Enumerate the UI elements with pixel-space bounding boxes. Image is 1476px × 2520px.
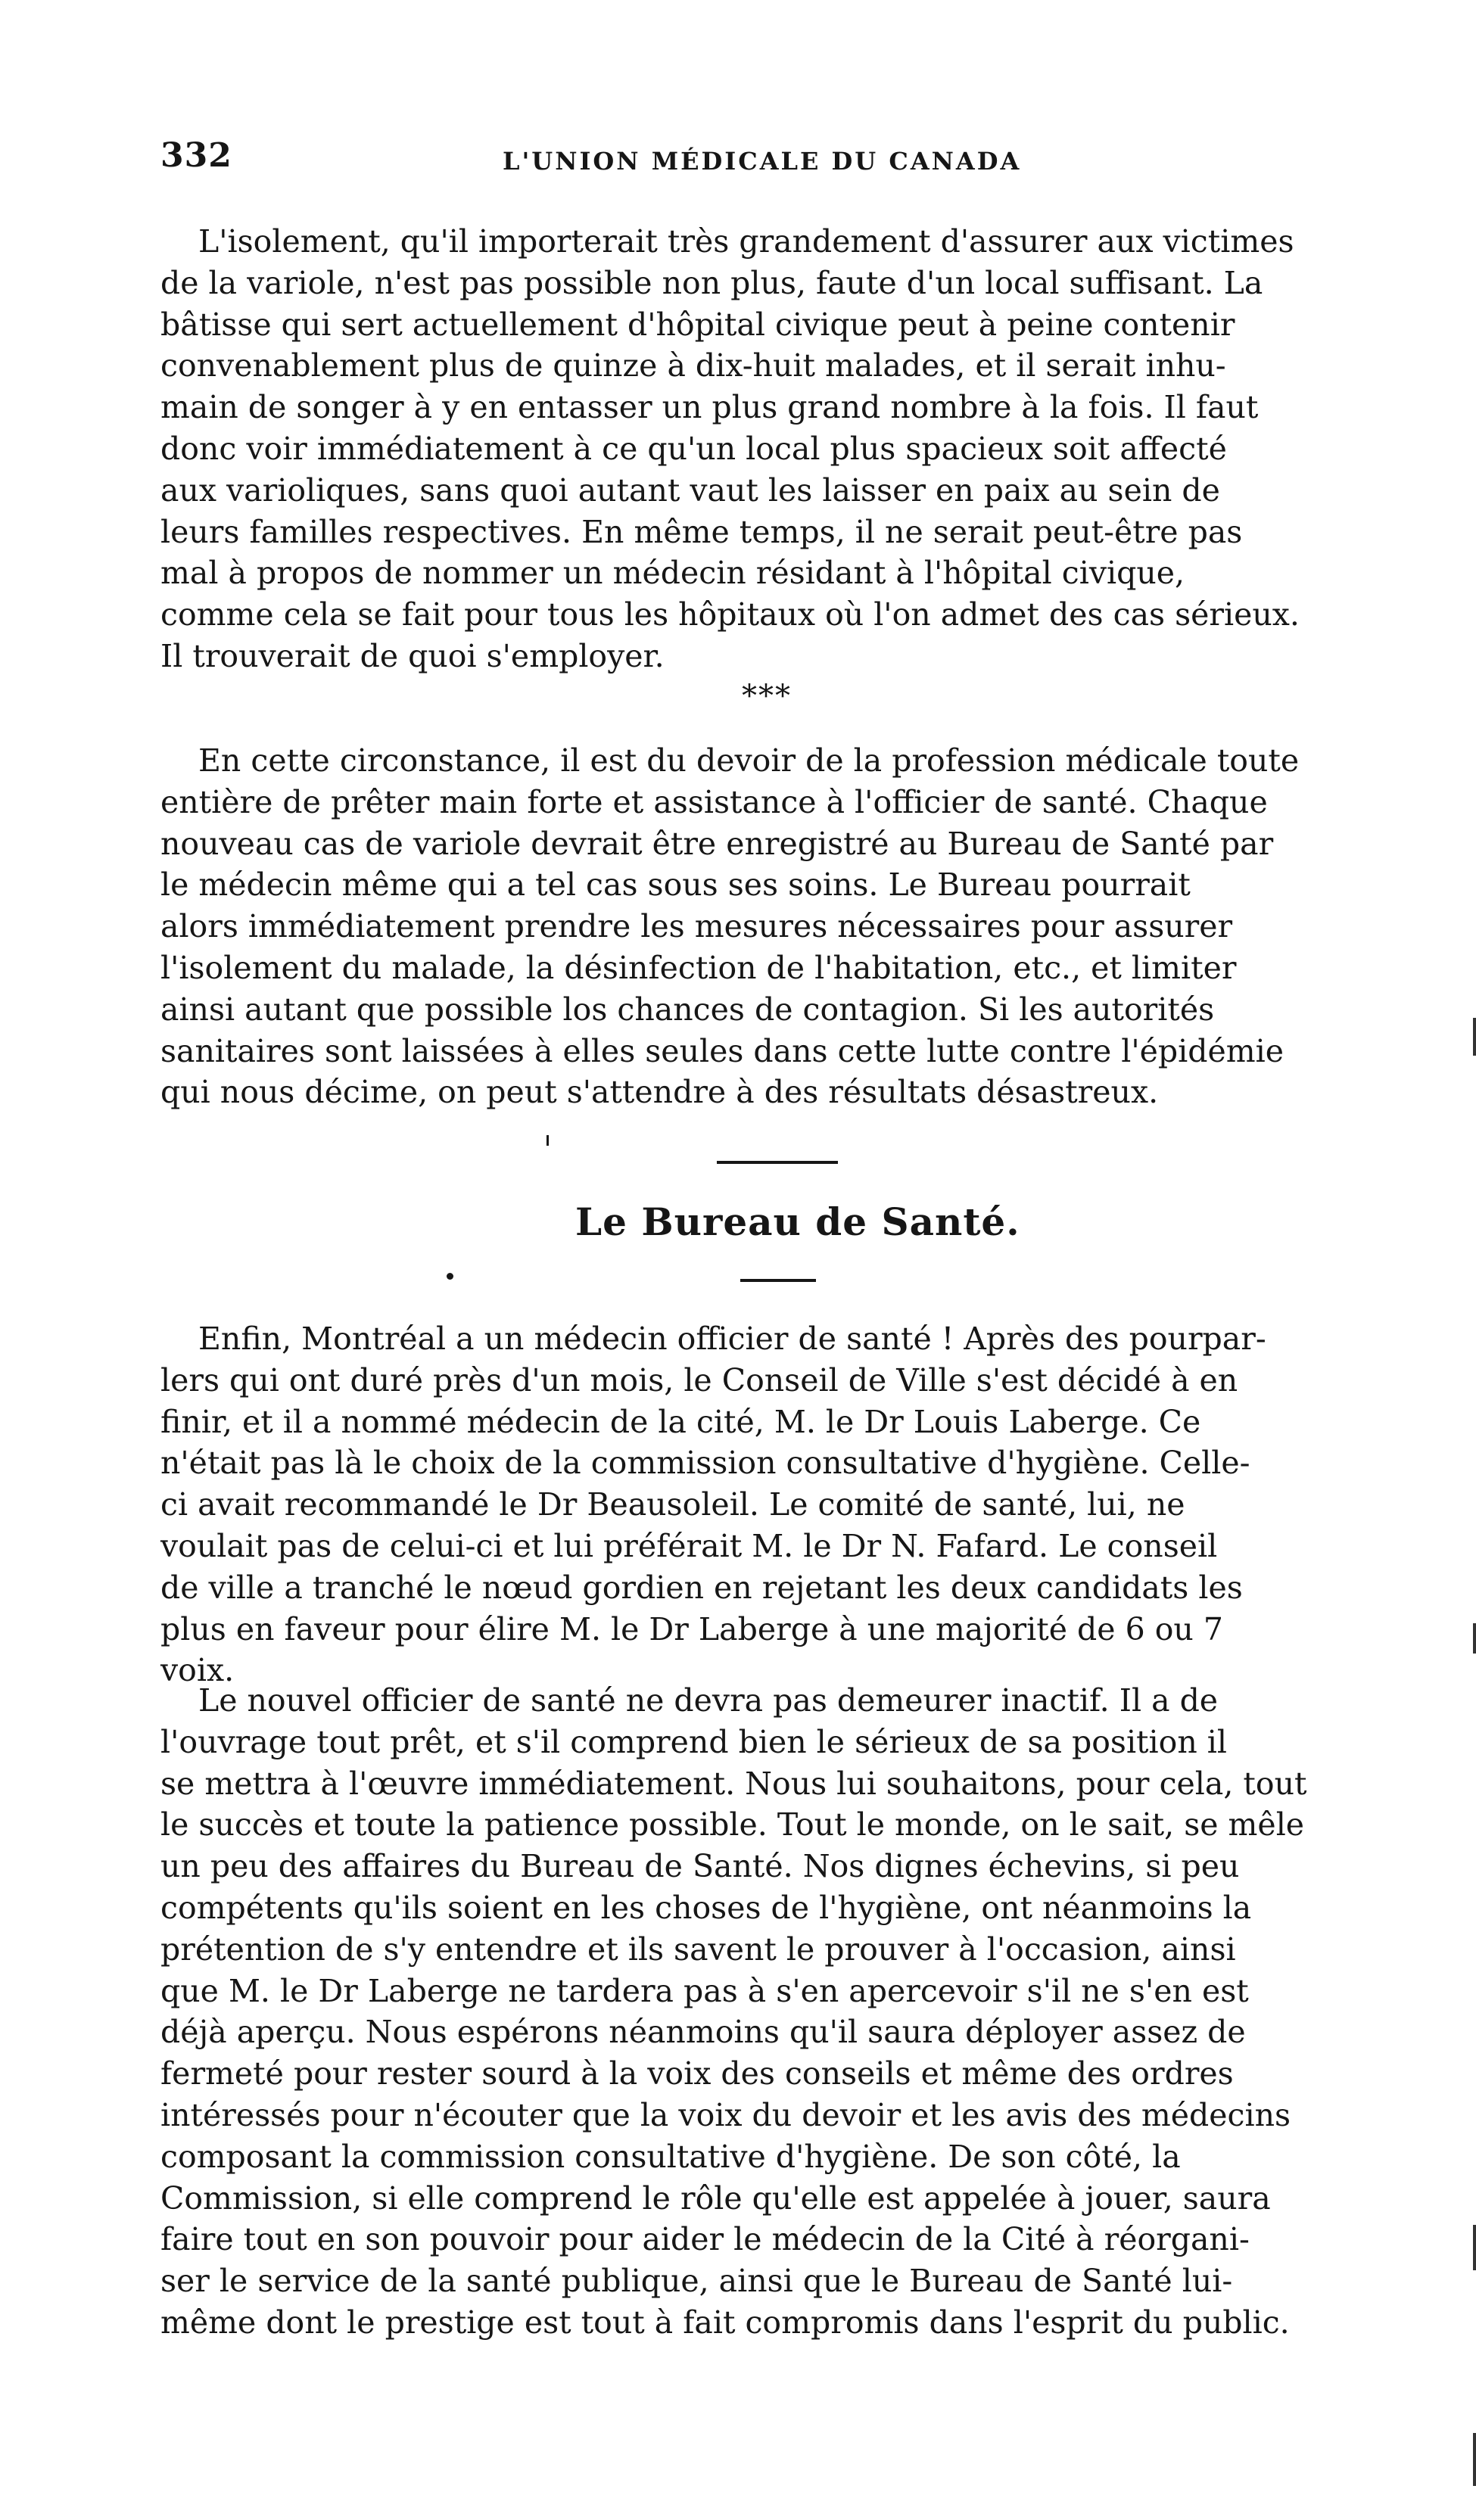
text-line: lers qui ont duré près d'un mois, le Conseil de Ville s'est décidé à en <box>160 1361 1238 1398</box>
text-line: sanitaires sont laissées à elles seules dans cette lutte contre l'épidémie <box>160 1032 1284 1069</box>
text-line: bâtisse qui sert actuellement d'hôpital civique peut à peine contenir <box>160 306 1235 343</box>
text-line: finir, et il a nommé médecin de la cité, M. le Dr Louis Laberge. Ce <box>160 1403 1201 1440</box>
text-line: qui nous décime, on peut s'attendre à des résultats désastreux. <box>160 1074 1159 1111</box>
text-line: de la variole, n'est pas possible non plus, faute d'un local suffisant. La <box>160 264 1263 301</box>
text-line: composant la commission consultative d'hygiène. De son côté, la <box>160 2138 1181 2175</box>
text-line: main de songer à y en entasser un plus grand nombre à la fois. Il faut <box>160 389 1259 426</box>
paragraph-nouvel-officier <box>160 1680 1409 2344</box>
section-rule-bottom <box>740 1279 816 1282</box>
page-edge-mark <box>1473 1623 1476 1654</box>
text-line: déjà aperçu. Nous espérons néanmoins qu'il saura déployer assez de <box>160 2014 1246 2051</box>
text-line: Il trouverait de quoi s'employer. <box>160 637 665 674</box>
text-line: le médecin même qui a tel cas sous ses soins. Le Bureau pourrait <box>160 866 1191 904</box>
ink-speck <box>546 1135 549 1146</box>
text-line: comme cela se fait pour tous les hôpitaux où l'on admet des cas sérieux. <box>160 596 1300 633</box>
section-title: Le Bureau de Santé. <box>575 1199 1020 1244</box>
text-line: faire tout en son pouvoir pour aider le médecin de la Cité à réorgani- <box>160 2221 1250 2258</box>
text-line: mal à propos de nommer un médecin résidant à l'hôpital civique, <box>160 555 1185 592</box>
text-line: convenablement plus de quinze à dix-huit malades, et il serait inhu- <box>160 347 1226 384</box>
text-line: fermeté pour rester sourd à la voix des conseils et même des ordres <box>160 2055 1234 2092</box>
text-line: voulait pas de celui-ci et lui préférait M. le Dr N. Fafard. Le conseil <box>160 1527 1218 1564</box>
text-line: nouveau cas de variole devrait être enregistré au Bureau de Santé par <box>160 825 1274 862</box>
text-line: entière de prêter main forte et assistance à l'officier de santé. Chaque <box>160 783 1268 820</box>
text-line: ci avait recommandé le Dr Beausoleil. Le comité de santé, lui, ne <box>160 1486 1185 1523</box>
text-line: alors immédiatement prendre les mesures nécessaires pour assurer <box>160 908 1233 945</box>
text-line: se mettra à l'œuvre immédiatement. Nous lui souhaitons, pour cela, tout <box>160 1765 1307 1802</box>
text-line: que M. le Dr Laberge ne tardera pas à s'en apercevoir s'il ne s'en est <box>160 1972 1249 2009</box>
text-line: plus en faveur pour élire M. le Dr Laberge à une majorité de 6 ou 7 <box>160 1610 1223 1647</box>
text-line: ainsi autant que possible los chances de contagion. Si les autorités <box>160 991 1215 1028</box>
text-line: compétents qu'ils soient en les choses de l'hygiène, ont néanmoins la <box>160 1889 1252 1926</box>
text-line: Le nouvel officier de santé ne devra pas demeurer inactif. Il a de <box>198 1682 1219 1719</box>
paragraph-enfin <box>160 1318 1409 1691</box>
section-rule-top <box>717 1161 838 1164</box>
text-line: un peu des affaires du Bureau de Santé. Nos dignes échevins, si peu <box>160 1848 1240 1885</box>
page-edge-mark <box>1473 2225 1476 2270</box>
text-line: voix. <box>160 1652 235 1689</box>
paragraph-isolement <box>160 221 1409 677</box>
ink-dot <box>447 1273 453 1280</box>
text-line: ser le service de la santé publique, ainsi que le Bureau de Santé lui- <box>160 2263 1233 2300</box>
text-line: donc voir immédiatement à ce qu'un local plus spacieux soit affecté <box>160 430 1227 467</box>
text-line: En cette circonstance, il est du devoir de la profession médicale toute <box>198 742 1300 779</box>
text-line: l'ouvrage tout prêt, et s'il comprend bien le sérieux de sa position il <box>160 1723 1227 1760</box>
text-line: le succès et toute la patience possible. Tout le monde, on le sait, se mêle <box>160 1806 1305 1843</box>
text-line: Enfin, Montréal a un médecin officier de santé ! Après des pourpar- <box>198 1321 1266 1357</box>
page-edge-mark <box>1473 2433 1476 2486</box>
page-header <box>160 136 1417 182</box>
text-line: leurs familles respectives. En même temps, il ne serait peut-être pas <box>160 513 1243 550</box>
page-number: 332 <box>160 136 232 175</box>
text-line: prétention de s'y entendre et ils savent le prouver à l'occasion, ainsi <box>160 1930 1236 1968</box>
page-edge-mark <box>1473 1018 1476 1056</box>
text-line: n'était pas là le choix de la commission consultative d'hygiène. Celle- <box>160 1445 1250 1482</box>
text-line: Commission, si elle comprend le rôle qu'elle est appelée à jouer, saura <box>160 2179 1271 2217</box>
running-head: L'UNION MÉDICALE DU CANADA <box>503 147 1022 176</box>
text-line: l'isolement du malade, la désinfection de l'habitation, etc., et limiter <box>160 949 1237 986</box>
text-line: intéressés pour n'écouter que la voix du devoir et les avis des médecins <box>160 2096 1291 2133</box>
text-line: aux varioliques, sans quoi autant vaut les laisser en paix au sein de <box>160 471 1220 509</box>
asterism-separator: *** <box>742 679 792 714</box>
text-line: L'isolement, qu'il importerait très grandement d'assurer aux victimes <box>198 223 1294 260</box>
text-line: de ville a tranché le nœud gordien en rejetant les deux candidats les <box>160 1569 1243 1606</box>
paragraph-circonstance <box>160 740 1409 1113</box>
text-line: même dont le prestige est tout à fait compromis dans l'esprit du public. <box>160 2304 1290 2341</box>
